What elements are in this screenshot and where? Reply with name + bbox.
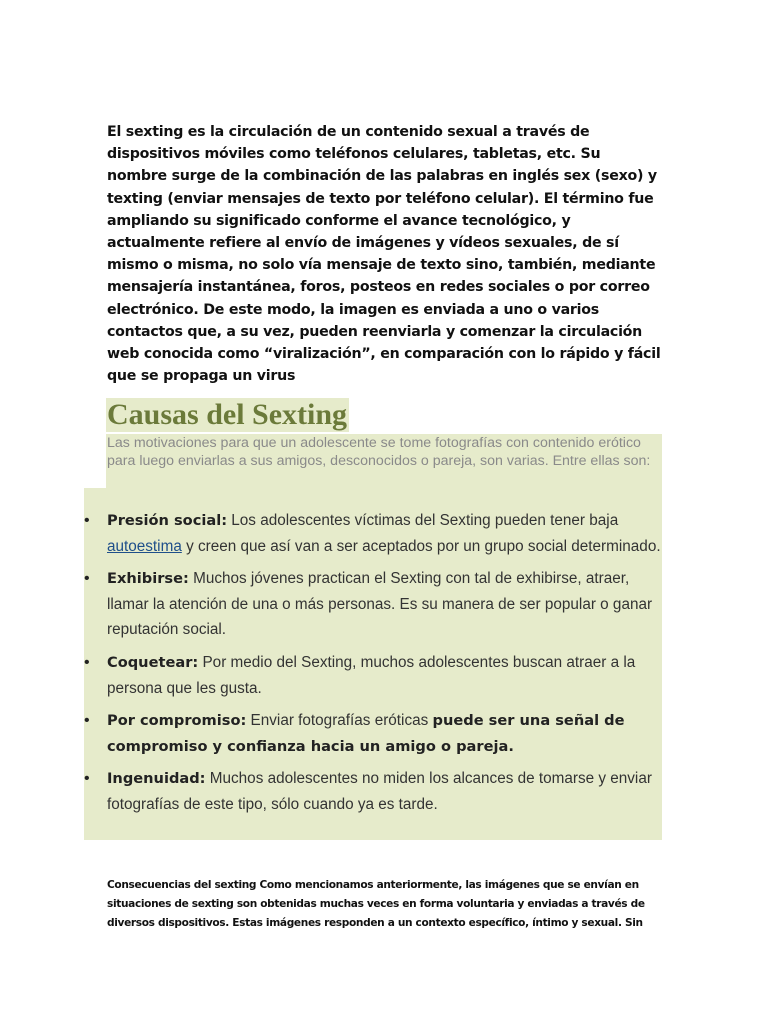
cause-text: Muchos jóvenes practican el Sexting con tal de exhibirse, atraer, llamar la atención de una o más personas. Es su manera de ser popular o ganar reputación social.: [107, 570, 653, 639]
cause-text: Por medio del Sexting, muchos adolescentes buscan atraer a la persona que les gusta.: [107, 653, 636, 697]
consequences-paragraph: Consecuencias del sexting Como mencionamos anteriormente, las imágenes que se envían en situaciones de sexting son obtenidas muchas veces en forma voluntaria y enviadas a través de diversos dispositivos. Estas imágenes responden a un contexto específico, íntimo y sexual. Sin: [107, 879, 645, 929]
cause-label: Presión social:: [107, 512, 228, 529]
causes-heading: Causas del Sexting: [107, 398, 348, 431]
list-item: [84, 566, 662, 643]
list-item: [84, 650, 662, 701]
list-item: [84, 766, 662, 817]
causes-list: [84, 508, 662, 825]
cause-text: y creen que así van a ser aceptados por un grupo social determinado.: [181, 537, 661, 555]
bullet-icon: •: [84, 653, 90, 671]
list-item: [84, 708, 662, 759]
bullet-icon: •: [84, 770, 90, 788]
cause-text: Enviar fotografías eróticas: [246, 712, 433, 730]
cause-label: Exhibirse:: [107, 570, 189, 588]
autoestima-link[interactable]: autoestima: [107, 537, 182, 555]
bullet-icon: •: [84, 512, 90, 529]
cause-text: Los adolescentes víctimas del Sexting pueden tener baja: [227, 512, 619, 529]
cause-label: Coquetear:: [107, 653, 199, 671]
cause-text: Muchos adolescentes no miden los alcances de tomarse y enviar fotografías de este tipo, sólo cuando ya es tarde.: [107, 770, 652, 813]
cause-emphasis: puede ser una señal de compromiso y confianza hacia un amigo o pareja.: [107, 712, 625, 755]
causes-subtitle: Las motivaciones para que un adolescente se tome fotografías con contenido erótico para luego enviarlas a sus amigos, desconocidos o pareja, son varias. Entre ellas son:: [107, 435, 651, 470]
causes-heading-wrap: [106, 398, 349, 432]
list-item: [84, 508, 662, 559]
cause-label: Ingenuidad:: [107, 770, 206, 788]
cause-label: Por compromiso:: [107, 712, 247, 730]
bullet-icon: •: [84, 570, 90, 588]
intro-paragraph: El sexting es la circulación de un contenido sexual a través de dispositivos móviles como teléfonos celulares, tabletas, etc. Su nombre surge de la combinación de las palabras en inglés sex (sexo) y texting (enviar mensajes de texto por teléfono celular). El término fue ampliando su significado conforme el avance tecnológico, y actualmente refiere al envío de imágenes y vídeos sexuales, de sí mismo o misma, no solo vía mensaje de texto sino, también, mediante mensajería instantánea, foros, posteos en redes sociales o por correo electrónico. De este modo, la imagen es enviada a uno o varios contactos que, a su vez, pueden reenviarla y comenzar la circulación web conocida como “viralización”, en comparación con lo rápido y fácil que se propaga un virus: [107, 124, 661, 385]
bullet-icon: •: [84, 712, 90, 730]
